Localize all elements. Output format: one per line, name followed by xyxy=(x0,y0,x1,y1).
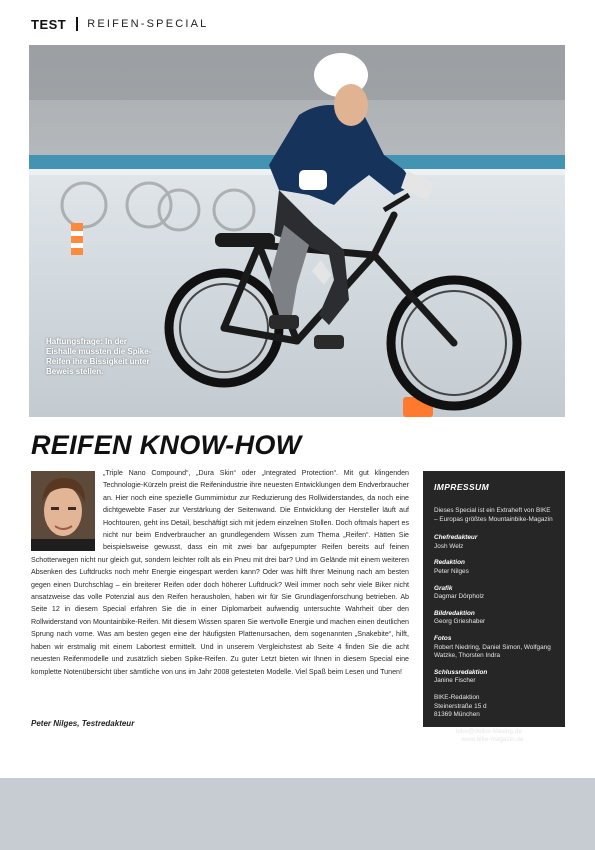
header-divider xyxy=(76,17,78,31)
article-body-text: „Triple Nano Compound“, „Dura Skin“ oder „Integrated Protection“. Mit gut klingenden Technologie-Kürzeln preist die Reifenindustrie ihre neuesten Entwicklungen dem Endverbraucher an. Hier noch eine spezielle Gummimixtur zur Reduzierung des Rollwiderstandes, da noch eine dichtgewebte Faser zur Verstärkung der Seitenwand. Die Entwicklung der Hersteller läuft auf Hochtouren, geht ins Detail, beschäftigt sich mit jedem einzelnen Stollen. Doch oftmals hapert es nicht nur beim Endverbraucher an grundlegendem Wissen zum Thema „Reifen“. Hätten Sie beispielsweise gewusst, dass ein mit zwei bar aufgepumpter Reifen bereits auf feinen Schotterwegen nicht nur gleich gut, sondern leichter rollt als ein Pneu mit drei bar? Und im Gelände mit einem weiteren Absenken des Luftdrucks noch mehr Energie eingespart werden kann? Oder was hilft Ihrer Meinung nach am besten gegen einen Durchschlag – ein breiterer Reifen oder doch höherer Luftdruck? Weil immer noch sehr viele Biker nicht ansatzweise das volle Potenzial aus den Reifen herausholen, haben wir für Sie Grundlagenforschung betrieben. Ab Seite 12 in diesem Special erfahren Sie die in einer Diplomarbeit aufwendig untersuchte Wahrheit über den Rollwiderstand von Mountainbike-Reifen. Mit diesem Wissen sparen Sie wertvolle Energie und machen einen deutlichen Sprung nach vorne. Was am besten gegen eine der häufigsten Plattenursachen, dem sogenannten „Snakebite“, hilft, haben wir erstmalig mit einem Labortest ermittelt. Und in unserem Vergleichstest ab Seite 4 finden Sie die acht neuesten Reifenmodelle und zusätzlich sieben Spike-Reifen. Zu guter Letzt bieten wir Ihnen in diesem Special eine komplette Notenübersicht über sämtliche von uns im Jahr 2008 getesteten Modelle. Viel Spaß beim Lesen und Tunen! xyxy=(31,469,409,676)
photo-caption: Haftungsfrage: In der Eishalle mussten die Spike-Reifen ihre Bissigkeit unter Beweis stellen. xyxy=(46,337,152,376)
impressum-box xyxy=(423,471,565,744)
section-name: REIFEN-SPECIAL xyxy=(87,18,209,30)
author-byline: Peter Nilges, Testredakteur xyxy=(31,719,135,728)
hero-photo xyxy=(29,45,565,417)
author-portrait xyxy=(31,471,95,551)
impressum-title: IMPRESSUM xyxy=(434,482,490,492)
email-link[interactable]: bike@delius-klasing.de xyxy=(456,727,522,735)
impressum-grafik: Grafik Dagmar Dörpholz xyxy=(434,584,485,601)
page-header xyxy=(31,15,209,33)
article-body xyxy=(31,467,409,678)
website-link[interactable]: www.bike-magazin.de xyxy=(461,736,524,744)
section-tag: TEST xyxy=(31,16,67,32)
impressum-redaktion: Redaktion Peter Nilges xyxy=(434,559,469,575)
footer-band xyxy=(0,778,595,850)
impressum-address: BIKE-Redaktion Steinerstraße 15 d 81369 München xyxy=(434,693,487,719)
author-photo xyxy=(31,471,95,551)
impressum-chefredakteur: Chefredakteur Josh Welz xyxy=(434,534,478,550)
impressum-fotos: Fotos Robert Niedring, Daniel Simon, Wolfgang Watzke, Thorsten Indra xyxy=(434,634,551,660)
article-title: REIFEN KNOW-HOW xyxy=(31,430,302,460)
impressum-intro: Dieses Special ist ein Extraheft von BIKE – Europas größtes Mountainbike-Magazin xyxy=(434,507,553,523)
impressum-schlussredaktion: Schlussredaktion Janine Fischer xyxy=(434,668,488,685)
impressum-bildredaktion: Bildredaktion Georg Grieshaber xyxy=(434,609,486,626)
impressum-internet: Internet: www.bike-magazin.de xyxy=(434,736,524,744)
impressum-email: e-Mail: bike@delius-klasing.de xyxy=(434,727,522,735)
